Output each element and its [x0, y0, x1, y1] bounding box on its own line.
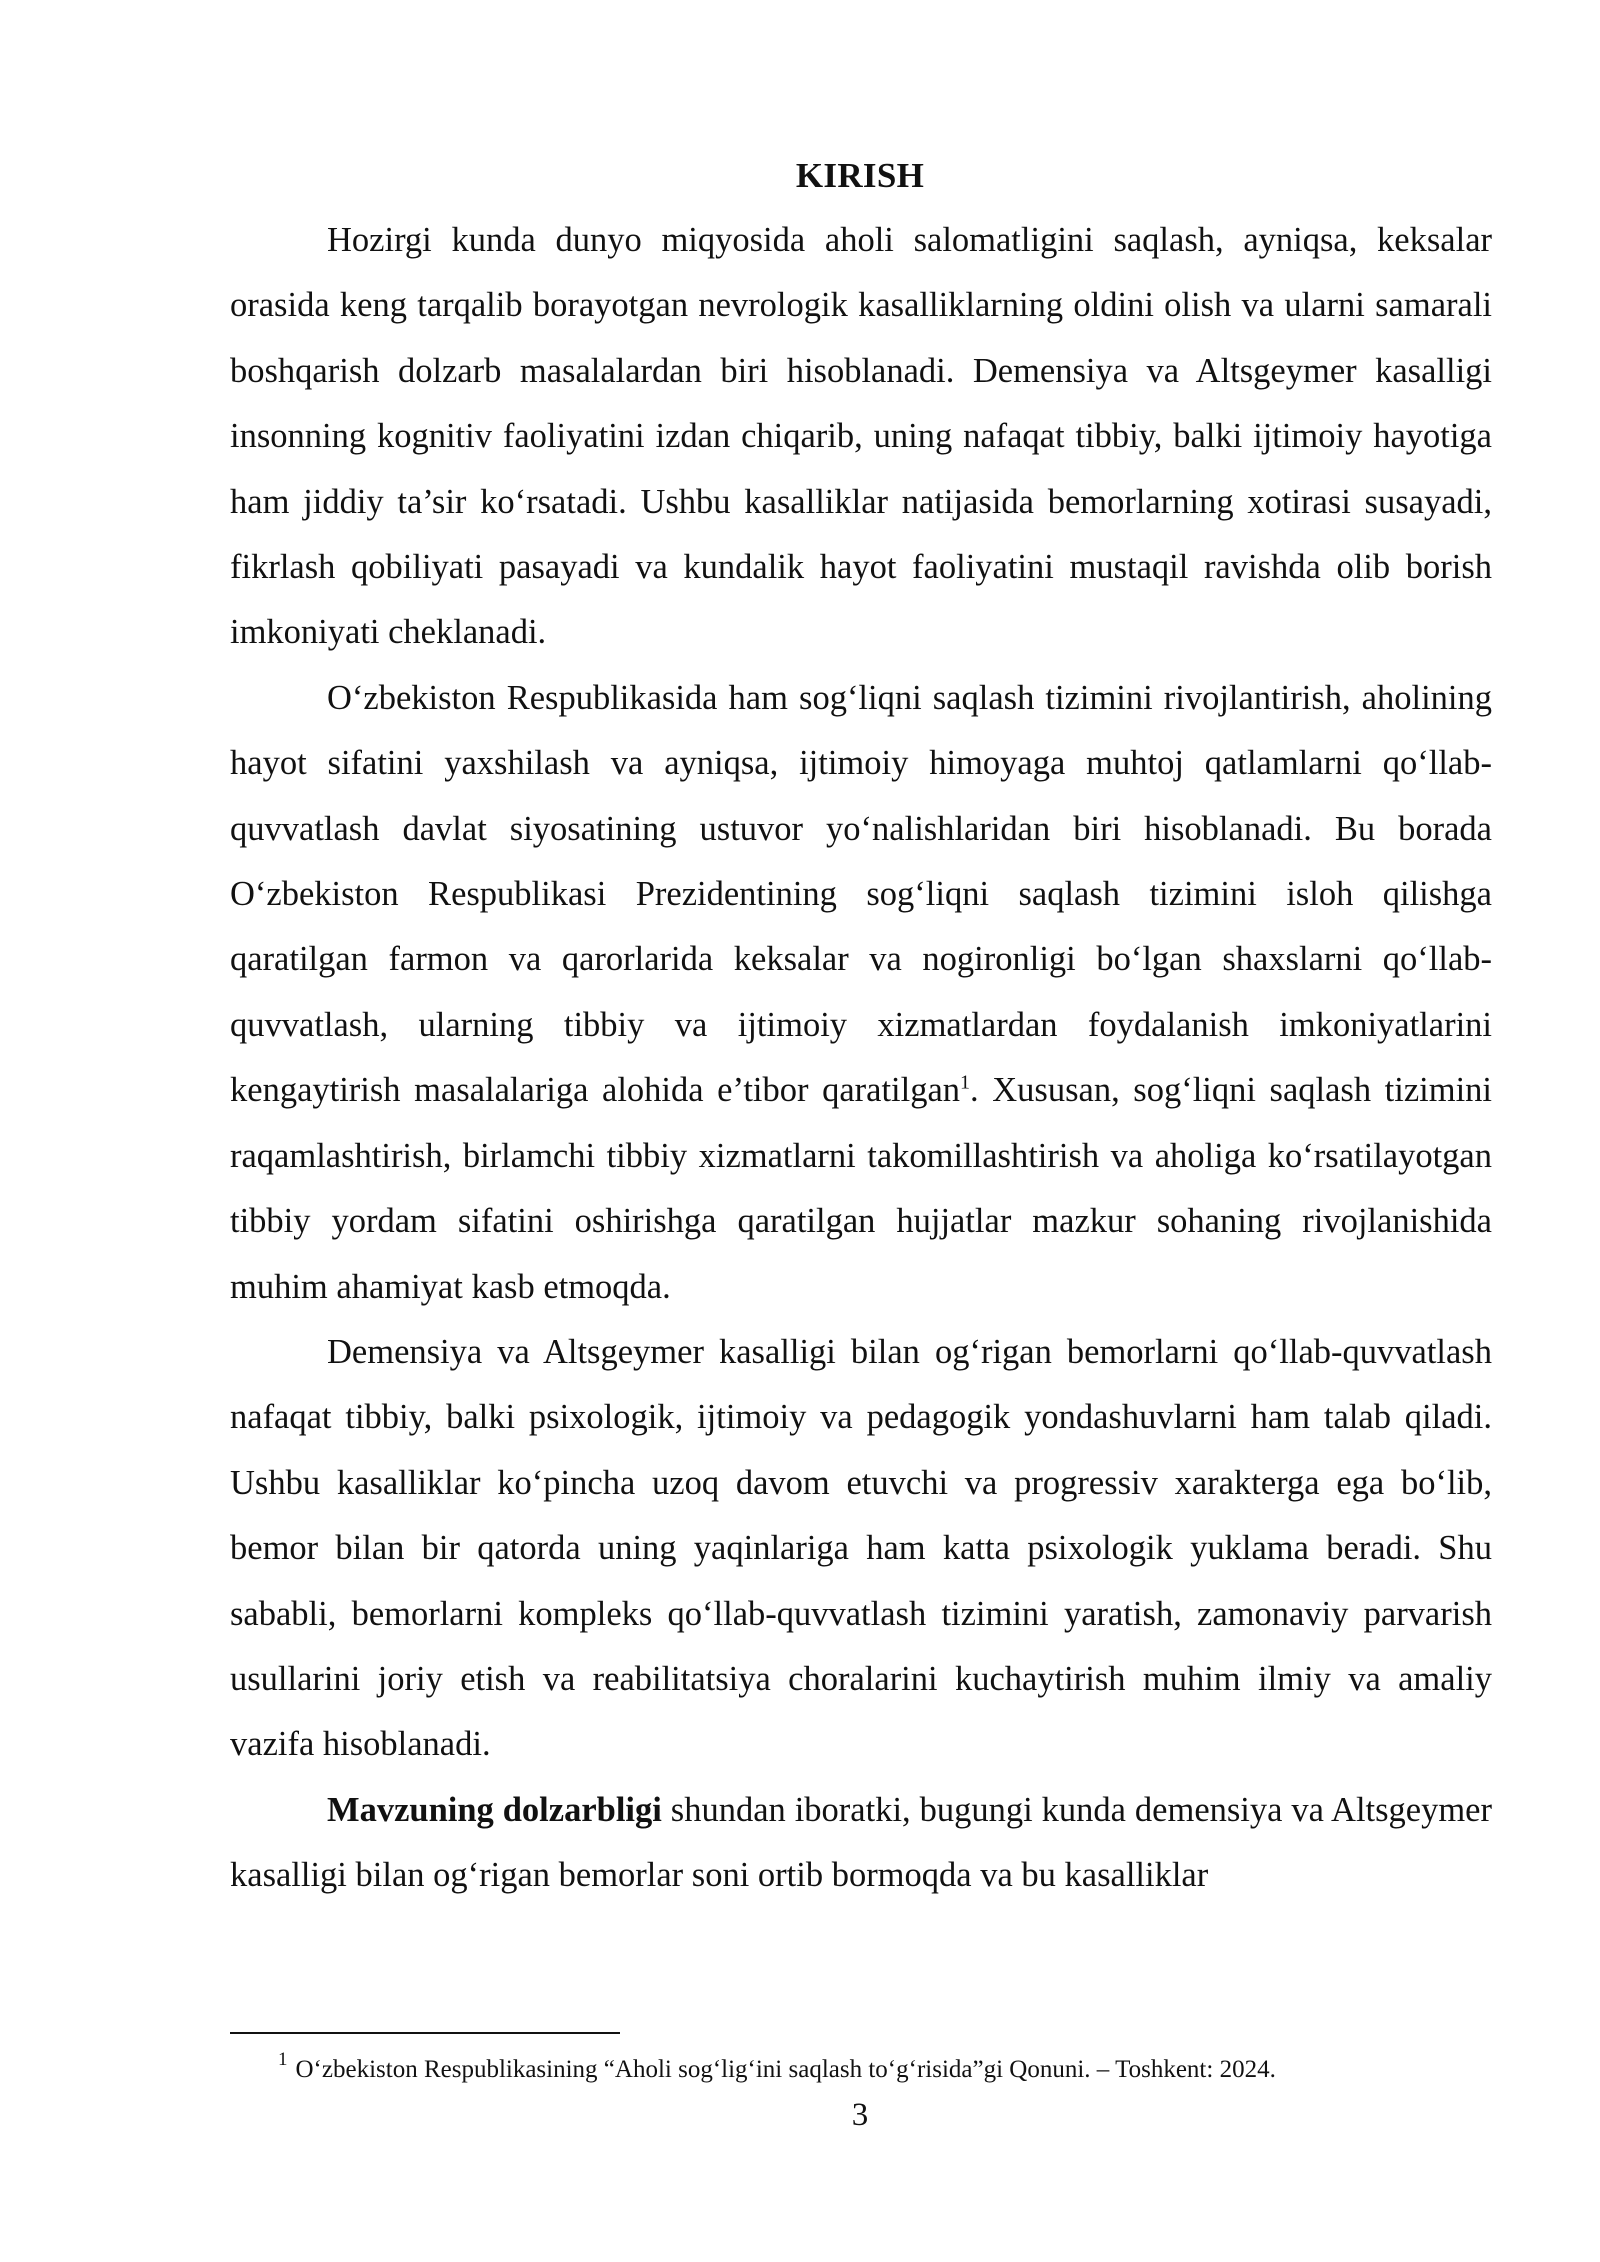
paragraph-legislation-text: O‘zbekiston Respublikasida ham sog‘liqni saqlash tizimini rivojlantirish, aholining hayot sifatini yaxshilash va ayniqsa, ijtimoiy himoyaga muhtoj qatlamlarni qo‘llab-quvvatlash davlat siyosatining ustuvor yo‘nalishlaridan biri hisoblanadi. Bu borada O‘zbekiston Respublikasi Prezidentining sog‘liqni saqlash tizimini isloh qilishga qaratilgan farmon va qarorlarida keksalar va nogironligi bo‘lgan shaxslarni qo‘llab-quvvatlash, ularning tibbiy va ijtimoiy xizmatlardan foydalanish imkoniyatlarini kengaytirish masalalariga alohida e’tibor qaratilgan: [230, 678, 1492, 1110]
footnote: [278, 2050, 1276, 2092]
paragraph-legislation: [230, 666, 1492, 1320]
paragraph-relevance: [230, 1778, 1492, 1909]
relevance-text: shundan iboratki, bugungi kunda demensiya va Altsgeymer kasalligi bilan og‘rigan bemorlar soni ortib bormoqda va bu kasalliklar: [230, 1790, 1492, 1895]
footnote-separator: [230, 2032, 620, 2034]
footnote-number: 1: [278, 2049, 288, 2070]
paragraph-intro: Hozirgi kunda dunyo miqyosida aholi salomatligini saqlash, ayniqsa, keksalar orasida keng tarqalib borayotgan nevrologik kasalliklarning oldini olish va ularni samarali boshqarish dolzarb masalalardan biri hisoblanadi. Demensiya va Altsgeymer kasalligi insonning kognitiv faoliyatini izdan chiqarib, uning nafaqat tibbiy, balki ijtimoiy hayotiga ham jiddiy ta’sir ko‘rsatadi. Ushbu kasalliklar natijasida bemorlarning xotirasi susayadi, fikrlash qobiliyati pasayadi va kundalik hayot faoliyatini mustaqil ravishda olib borish imkoniyati cheklanadi.: [230, 221, 1492, 652]
footnote-text: O‘zbekiston Respublikasining “Aholi sog‘lig‘ini saqlash to‘g‘risida”gi Qonuni. – Toshkent: 2024.: [295, 2056, 1276, 2083]
footnote-reference[interactable]: 1: [960, 1071, 971, 1094]
paragraph-legislation-continuation: . Xususan, sog‘liqni saqlash tizimini raqamlashtirish, birlamchi tibbiy xizmatlarni takomillashtirish va aholiga ko‘rsatilayotgan tibbiy yordam sifatini oshirishga qaratilgan hujjatlar mazkur sohaning rivojlanishida muhim ahamiyat kasb etmoqda.: [230, 1071, 1493, 1306]
paragraph-support: Demensiya va Altsgeymer kasalligi bilan og‘rigan bemorlarni qo‘llab-quvvatlash nafaqat tibbiy, balki psixologik, ijtimoiy va pedagogik yondashuvlarni ham talab qiladi. Ushbu kasalliklar ko‘pincha uzoq davom etuvchi va progressiv xarakterga ega bo‘lib, bemor bilan bir qatorda uning yaqinlariga ham katta psixologik yuklama beradi. Shu sababli, bemorlarni kompleks qo‘llab-quvvatlash tizimini yaratish, zamonaviy parvarish usullarini joriy etish va reabilitatsiya choralarini kuchaytirish muhim ilmiy va amaliy vazifa hisoblanadi.: [230, 1332, 1492, 1764]
page-number: 3: [851, 2097, 869, 2133]
section-title: KIRISH: [795, 156, 925, 195]
relevance-heading: Mavzuning dolzarbligi: [327, 1790, 662, 1829]
body-text: [230, 208, 1492, 1909]
